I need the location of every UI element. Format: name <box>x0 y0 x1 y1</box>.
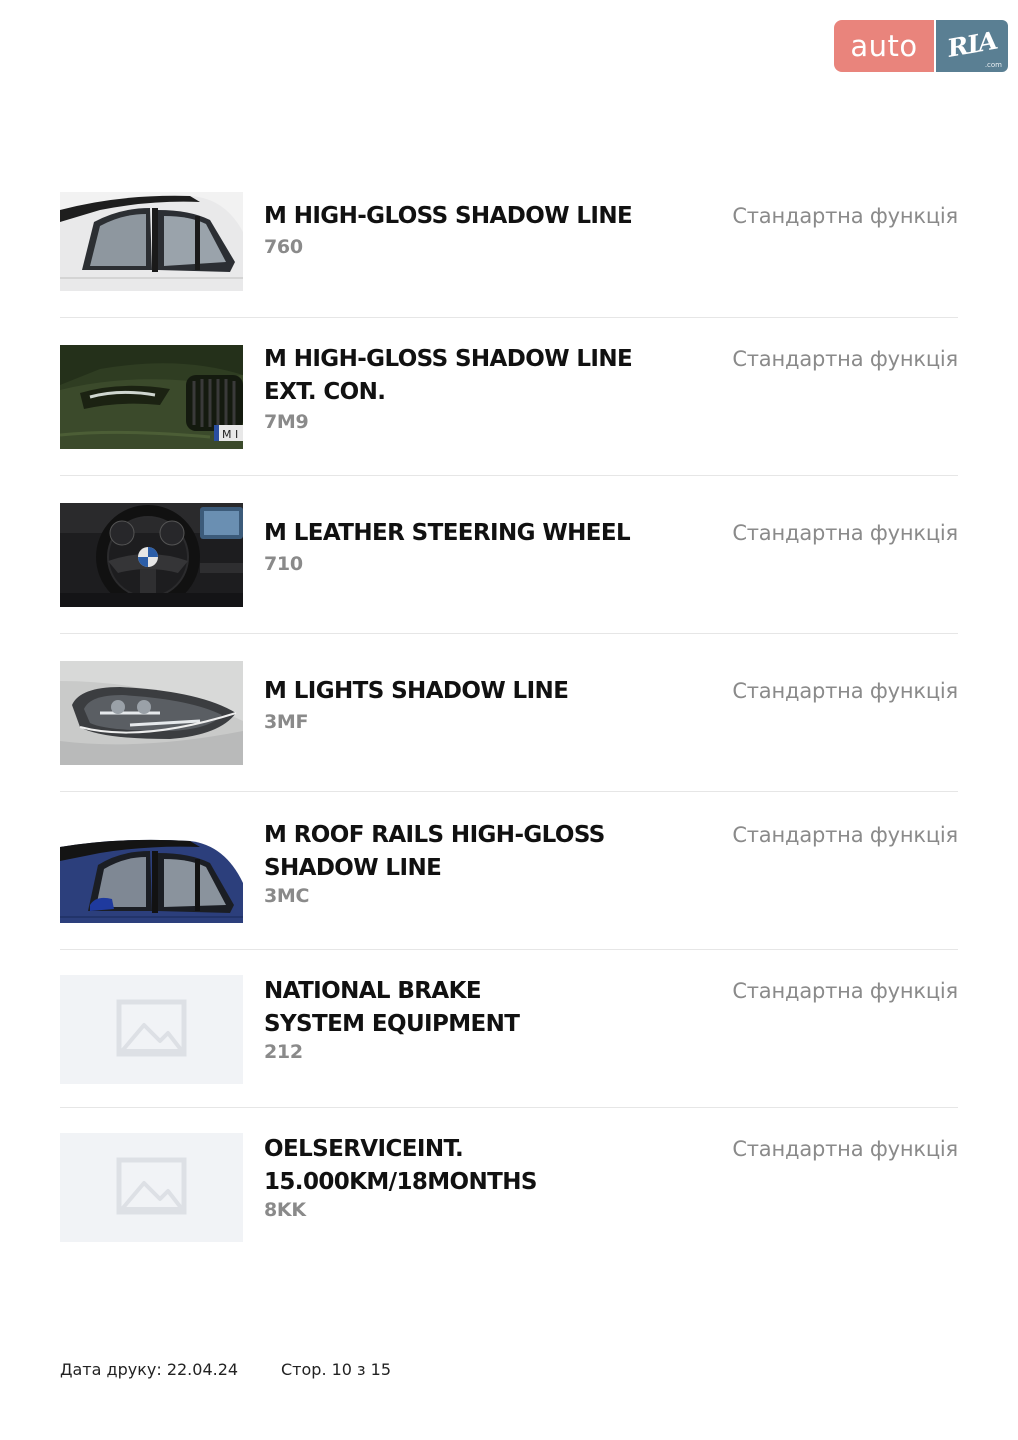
image-placeholder-icon <box>60 1133 243 1242</box>
steering-wheel-image <box>60 503 243 607</box>
row-divider <box>60 317 958 318</box>
option-status: Стандартна функція <box>732 204 958 228</box>
headlight-image <box>60 661 243 765</box>
image-placeholder <box>60 1133 243 1242</box>
option-code: 7M9 <box>264 411 309 433</box>
option-code: 710 <box>264 553 303 575</box>
car-side-window-image <box>60 192 243 291</box>
option-title: NATIONAL BRAKE SYSTEM EQUIPMENT <box>264 978 520 1037</box>
logo-com-text: .com <box>984 61 1002 69</box>
logo-auto-text: auto <box>834 20 934 72</box>
option-code: 212 <box>264 1041 303 1063</box>
autoria-logo[interactable] <box>834 20 1008 72</box>
page-number: Стор. 10 з 15 <box>281 1360 392 1379</box>
row-divider <box>60 475 958 476</box>
option-status: Стандартна функція <box>732 823 958 847</box>
option-title: M LIGHTS SHADOW LINE <box>264 678 569 704</box>
row-divider <box>60 1107 958 1108</box>
option-code: 760 <box>264 236 303 258</box>
logo-ria-text: RIA <box>947 25 997 64</box>
option-title: M ROOF RAILS HIGH-GLOSS SHADOW LINE <box>264 822 605 881</box>
option-title: M HIGH-GLOSS SHADOW LINE EXT. CON. <box>264 346 633 405</box>
car-side-window-blue-image <box>60 839 243 923</box>
logo-ria-box <box>936 20 1008 72</box>
option-title: M LEATHER STEERING WHEEL <box>264 520 631 546</box>
car-front-green-image <box>60 345 243 449</box>
option-title: OELSERVICEINT. 15.000KM/18MONTHS <box>264 1136 537 1195</box>
image-placeholder <box>60 975 243 1084</box>
option-title: M HIGH-GLOSS SHADOW LINE <box>264 203 633 229</box>
option-status: Стандартна функція <box>732 521 958 545</box>
option-status: Стандартна функція <box>732 679 958 703</box>
svg-text:M I: M I <box>222 428 239 441</box>
row-divider <box>60 633 958 634</box>
row-divider <box>60 949 958 950</box>
option-code: 3MF <box>264 711 309 733</box>
option-code: 8KK <box>264 1199 306 1221</box>
image-placeholder-icon <box>60 975 243 1084</box>
option-code: 3MC <box>264 885 310 907</box>
row-divider <box>60 791 958 792</box>
option-status: Стандартна функція <box>732 1137 958 1161</box>
option-status: Стандартна функція <box>732 979 958 1003</box>
print-date: Дата друку: 22.04.24 <box>60 1360 239 1379</box>
option-status: Стандартна функція <box>732 347 958 371</box>
